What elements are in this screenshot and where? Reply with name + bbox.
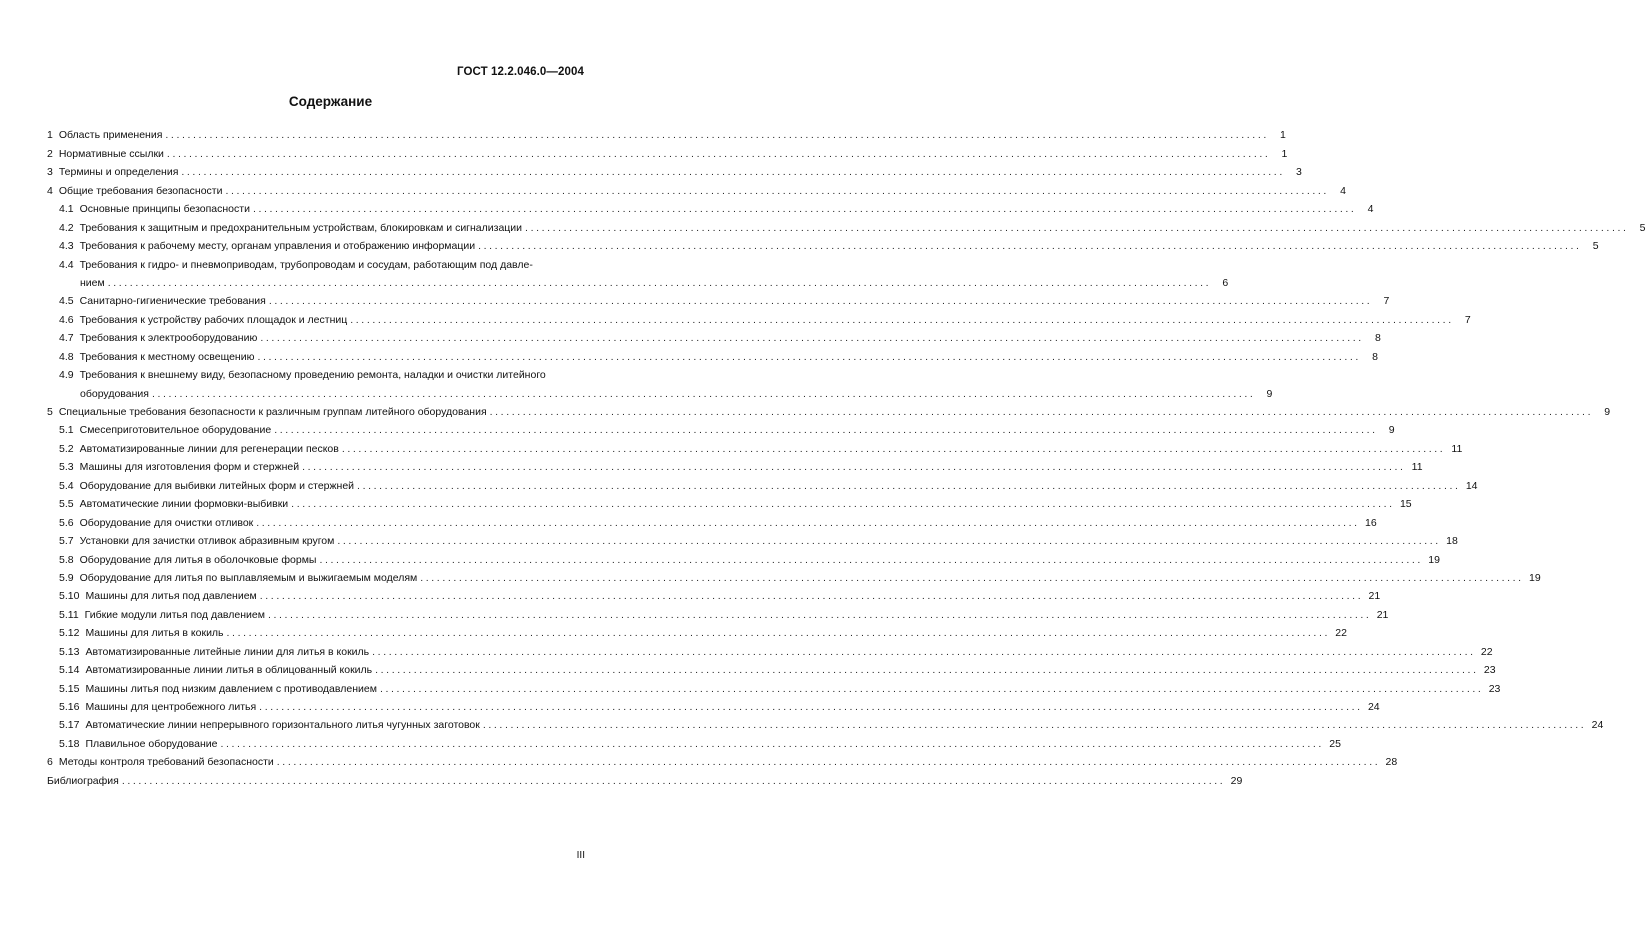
toc-entry-page: 16 (1365, 516, 1377, 529)
toc-entry-number: 5.17 (59, 719, 80, 732)
toc-entry-page: 7 (1383, 295, 1390, 308)
toc-entry-title: Санитарно-гигиенические требования (79, 295, 266, 308)
toc-entry-number: 5.5 (59, 498, 74, 511)
toc-entry[interactable] (47, 382, 1273, 400)
toc-entry[interactable] (47, 235, 1599, 253)
toc-entry-number: 5.3 (59, 461, 74, 474)
toc-entry[interactable] (47, 198, 1374, 216)
toc-entry[interactable] (47, 585, 1381, 603)
toc-entry-title: Термины и определения (58, 166, 179, 179)
toc-entry-page: 4 (1367, 203, 1374, 216)
toc-entry-number: 5.16 (59, 701, 80, 713)
toc-entry-number: 5.8 (59, 553, 74, 566)
toc-entry-page: 3 (1296, 166, 1302, 179)
toc-entry-title: Автоматические линии непрерывного горизонтального литья чугунных заготовок (85, 719, 480, 732)
toc-dot-leader: ........................................................................................................................................................................................................ (252, 203, 1357, 216)
table-of-contents (47, 124, 1646, 788)
toc-dot-leader: ........................................................................................................................................................................................................ (256, 516, 1360, 529)
toc-entry-title: оборудования (80, 387, 149, 400)
toc-entry-page: 21 (1376, 608, 1389, 621)
toc-dot-leader: ........................................................................................................................................................................................................ (268, 295, 1373, 308)
toc-entry[interactable] (47, 308, 1471, 326)
toc-entry-title: Гибкие модули литья под давлением (84, 608, 265, 621)
toc-entry-title: Требования к местному освещению (79, 350, 255, 363)
toc-dot-leader: ........................................................................................................................................................................................................ (166, 147, 1271, 160)
toc-entry-page: 24 (1591, 719, 1604, 732)
toc-entry[interactable] (47, 493, 1412, 511)
toc-dot-leader: ........................................................................................................................................................................................................ (525, 221, 1629, 234)
toc-dot-leader: ........................................................................................................................................................................................................ (165, 129, 1269, 142)
toc-entry-number: 1 (47, 129, 53, 142)
toc-entry-page: 9 (1604, 406, 1611, 418)
toc-entry-number: 5.6 (59, 516, 74, 529)
toc-entry-number: 5 (47, 406, 53, 418)
toc-entry[interactable] (47, 548, 1440, 566)
toc-entry[interactable] (47, 622, 1347, 640)
toc-dot-leader: ........................................................................................................................................................................................................ (375, 664, 1479, 677)
toc-entry-page: 23 (1488, 682, 1501, 695)
toc-entry-number: 5.14 (59, 664, 80, 677)
toc-entry[interactable] (47, 161, 1302, 179)
toc-entry-page: 5 (1639, 221, 1646, 234)
toc-entry-page: 23 (1483, 664, 1496, 677)
toc-entry-number: 5.18 (59, 737, 80, 750)
toc-entry-title: Область применения (58, 129, 163, 142)
toc-entry[interactable] (47, 253, 584, 271)
toc-entry-number: 4.5 (59, 295, 74, 308)
toc-entry[interactable] (47, 364, 584, 382)
toc-entry-number: 6 (47, 756, 53, 769)
toc-dot-leader: ........................................................................................................................................................................................................ (420, 571, 1524, 584)
toc-dot-leader: ........................................................................................................................................................................................................ (121, 774, 1226, 787)
toc-entry-page: 18 (1446, 535, 1458, 548)
toc-dot-leader: ........................................................................................................................................................................................................ (291, 498, 1395, 511)
toc-entry-page: 9 (1266, 387, 1273, 400)
toc-entry-title: Машины для литья в кокиль (85, 627, 224, 640)
toc-entry-number: 5.10 (59, 590, 80, 603)
toc-dot-leader: ........................................................................................................................................................................................................ (276, 756, 1381, 769)
toc-dot-leader: ........................................................................................................................................................................................................ (357, 479, 1461, 492)
toc-entry-number: 4.9 (59, 369, 74, 382)
toc-entry-number: 5.9 (59, 571, 74, 584)
toc-entry-title: Автоматизированные линии для регенерации песков (79, 442, 339, 455)
toc-entry[interactable] (47, 769, 1243, 787)
toc-entry-number: 4.7 (59, 332, 74, 345)
toc-entry-title: Автоматизированные линии литья в облицованный кокиль (85, 664, 373, 677)
toc-entry-number: 5.13 (59, 645, 80, 658)
toc-dot-leader: ........................................................................................................................................................................................................ (478, 240, 1582, 253)
toc-entry-title: Машины для центробежного литья (85, 701, 257, 713)
toc-entry-number: 3 (47, 166, 53, 179)
toc-entry-page: 15 (1399, 498, 1412, 511)
toc-entry-number: 5.12 (59, 627, 80, 640)
toc-dot-leader: ........................................................................................................................................................................................................ (151, 387, 1256, 400)
toc-entry[interactable] (47, 474, 1478, 492)
toc-entry[interactable] (47, 677, 1501, 695)
toc-entry-number: 5.7 (59, 535, 74, 548)
toc-entry-number: 4.8 (59, 350, 74, 363)
toc-entry[interactable] (47, 732, 1341, 750)
toc-dot-leader: ........................................................................................................................................................................................................ (489, 406, 1594, 418)
toc-dot-leader: ........................................................................................................................................................................................................ (274, 424, 1378, 437)
toc-dot-leader: ........................................................................................................................................................................................................ (350, 313, 1454, 326)
toc-entry-page: 11 (1451, 442, 1463, 455)
toc-dot-leader: ........................................................................................................................................................................................................ (482, 719, 1587, 732)
toc-entry-number: 2 (47, 147, 53, 160)
toc-entry-number: 5.4 (59, 479, 74, 492)
toc-dot-leader: ........................................................................................................................................................................................................ (226, 627, 1330, 640)
toc-entry-title: Смесеприготовительное оборудование (79, 424, 272, 437)
toc-entry-number: 4.6 (59, 313, 74, 326)
toc-entry-page: 9 (1388, 424, 1395, 437)
toc-entry-number: 4 (47, 184, 53, 197)
toc-dot-leader: ........................................................................................................................................................................................................ (341, 442, 1446, 455)
toc-entry[interactable] (47, 696, 1380, 714)
toc-entry[interactable] (47, 290, 1390, 308)
toc-entry[interactable] (47, 142, 1288, 160)
toc-dot-leader: ........................................................................................................................................................................................................ (220, 737, 1324, 750)
toc-entry-title: Установки для зачистки отливок абразивным кругом (79, 535, 335, 548)
toc-entry[interactable] (47, 659, 1496, 677)
toc-entry-number: 4.3 (59, 240, 74, 253)
toc-entry-page: 19 (1529, 571, 1541, 584)
toc-entry-page: 8 (1372, 350, 1378, 363)
toc-entry-title: Общие требования безопасности (58, 184, 223, 197)
toc-entry-number: 4.4 (59, 258, 74, 271)
toc-dot-leader: ........................................................................................................................................................................................................ (319, 553, 1423, 566)
toc-dot-leader: ........................................................................................................................................................................................................ (181, 166, 1285, 179)
toc-entry-title: Оборудование для литья в оболочковые формы (79, 553, 317, 566)
toc-entry-title: Оборудование для литья по выплавляемым и выжигаемым моделям (79, 571, 418, 584)
toc-entry[interactable] (47, 603, 1389, 621)
toc-entry[interactable] (47, 640, 1493, 658)
toc-entry-page: 29 (1230, 774, 1243, 787)
toc-dot-leader: ........................................................................................................................................................................................................ (372, 645, 1476, 658)
toc-entry-title: Основные принципы безопасности (79, 203, 250, 216)
toc-dot-leader: ........................................................................................................................................................................................................ (107, 276, 1212, 289)
toc-entry[interactable] (47, 419, 1395, 437)
toc-entry[interactable] (47, 437, 1463, 455)
toc-entry-title: Оборудование для выбивки литейных форм и стержней (79, 479, 355, 492)
toc-entry-page: 14 (1465, 479, 1478, 492)
toc-entry-page: 7 (1464, 313, 1471, 326)
toc-entry-title: Требования к защитным и предохранительным устройствам, блокировкам и сигнализации (79, 221, 523, 234)
toc-entry-title: Машины для изготовления форм и стержней (79, 461, 300, 474)
document-code: ГОСТ 12.2.046.0—2004 (457, 66, 584, 78)
toc-dot-leader: ........................................................................................................................................................................................................ (225, 184, 1329, 197)
toc-entry-number: 5.1 (59, 424, 74, 437)
toc-entry-title: Требования к гидро- и пневмоприводам, трубопроводам и сосудам, работающим под давле- (79, 258, 533, 271)
toc-entry-title: Автоматизированные литейные линии для литья в кокиль (85, 645, 370, 658)
toc-entry-title: Библиография (47, 774, 119, 787)
toc-entry[interactable] (47, 216, 1646, 234)
toc-entry-page: 28 (1385, 756, 1398, 769)
toc-entry-title: Нормативные ссылки (58, 147, 164, 160)
toc-entry-title: Методы контроля требований безопасности (58, 756, 274, 769)
toc-entry-page: 24 (1367, 701, 1380, 713)
toc-dot-leader: ........................................................................................................................................................................................................ (337, 535, 1441, 548)
page-title: Содержание (288, 94, 373, 109)
toc-entry-title: Требования к электрооборудованию (79, 332, 258, 345)
toc-entry-title: нием (80, 276, 105, 289)
toc-entry-page: 4 (1340, 184, 1346, 197)
toc-entry-page: 8 (1374, 332, 1381, 345)
toc-entry[interactable] (47, 511, 1377, 529)
toc-dot-leader: ........................................................................................................................................................................................................ (259, 701, 1363, 713)
toc-dot-leader: ........................................................................................................................................................................................................ (257, 350, 1361, 363)
toc-entry-number: 4.2 (59, 221, 74, 234)
toc-entry-title: Машины литья под низким давлением с противодавлением (85, 682, 377, 695)
toc-entry-title: Требования к рабочему месту, органам управления и отображению информации (79, 240, 476, 253)
toc-entry-page: 22 (1335, 627, 1347, 640)
toc-entry-title: Оборудование для очистки отливок (79, 516, 254, 529)
toc-entry[interactable] (47, 714, 1604, 732)
toc-entry-page: 1 (1281, 147, 1288, 160)
toc-entry[interactable] (47, 567, 1541, 585)
toc-entry[interactable] (47, 345, 1378, 363)
toc-entry-number: 5.2 (59, 442, 74, 455)
toc-entry-page: 22 (1480, 645, 1493, 658)
toc-entry-title: Плавильное оборудование (85, 737, 218, 750)
toc-entry-title: Машины для литья под давлением (85, 590, 257, 603)
toc-entry[interactable] (47, 401, 1611, 419)
toc-entry[interactable] (47, 272, 1229, 290)
toc-dot-leader: ........................................................................................................................................................................................................ (379, 682, 1484, 695)
toc-dot-leader: ........................................................................................................................................................................................................ (260, 332, 1364, 345)
toc-entry[interactable] (47, 124, 1286, 142)
toc-entry-page: 19 (1428, 553, 1440, 566)
toc-entry-page: 1 (1280, 129, 1286, 142)
toc-entry[interactable] (47, 179, 1346, 197)
toc-entry-page: 11 (1411, 461, 1423, 474)
toc-entry-title: Автоматические линии формовки-выбивки (79, 498, 289, 511)
toc-entry-page: 6 (1222, 276, 1229, 289)
toc-entry-number: 5.11 (59, 608, 79, 621)
toc-entry[interactable] (47, 530, 1458, 548)
toc-dot-leader: ........................................................................................................................................................................................................ (302, 461, 1406, 474)
toc-entry-number: 4.1 (59, 203, 74, 216)
toc-entry-title: Требования к внешнему виду, безопасному проведению ремонта, наладки и очистки литейного (79, 369, 546, 382)
toc-entry-title: Требования к устройству рабочих площадок и лестниц (79, 313, 348, 326)
toc-entry-page: 5 (1592, 240, 1599, 253)
toc-dot-leader: ........................................................................................................................................................................................................ (267, 608, 1372, 621)
page-number: III (576, 850, 585, 861)
toc-entry-title: Специальные требования безопасности к различным группам литейного оборудования (58, 406, 487, 418)
toc-entry[interactable] (47, 456, 1423, 474)
toc-entry-page: 25 (1329, 737, 1341, 750)
toc-dot-leader: ........................................................................................................................................................................................................ (259, 590, 1364, 603)
toc-entry-number: 5.15 (59, 682, 80, 695)
toc-entry[interactable] (47, 327, 1381, 345)
toc-entry-page: 21 (1368, 590, 1381, 603)
toc-entry[interactable] (47, 751, 1398, 769)
